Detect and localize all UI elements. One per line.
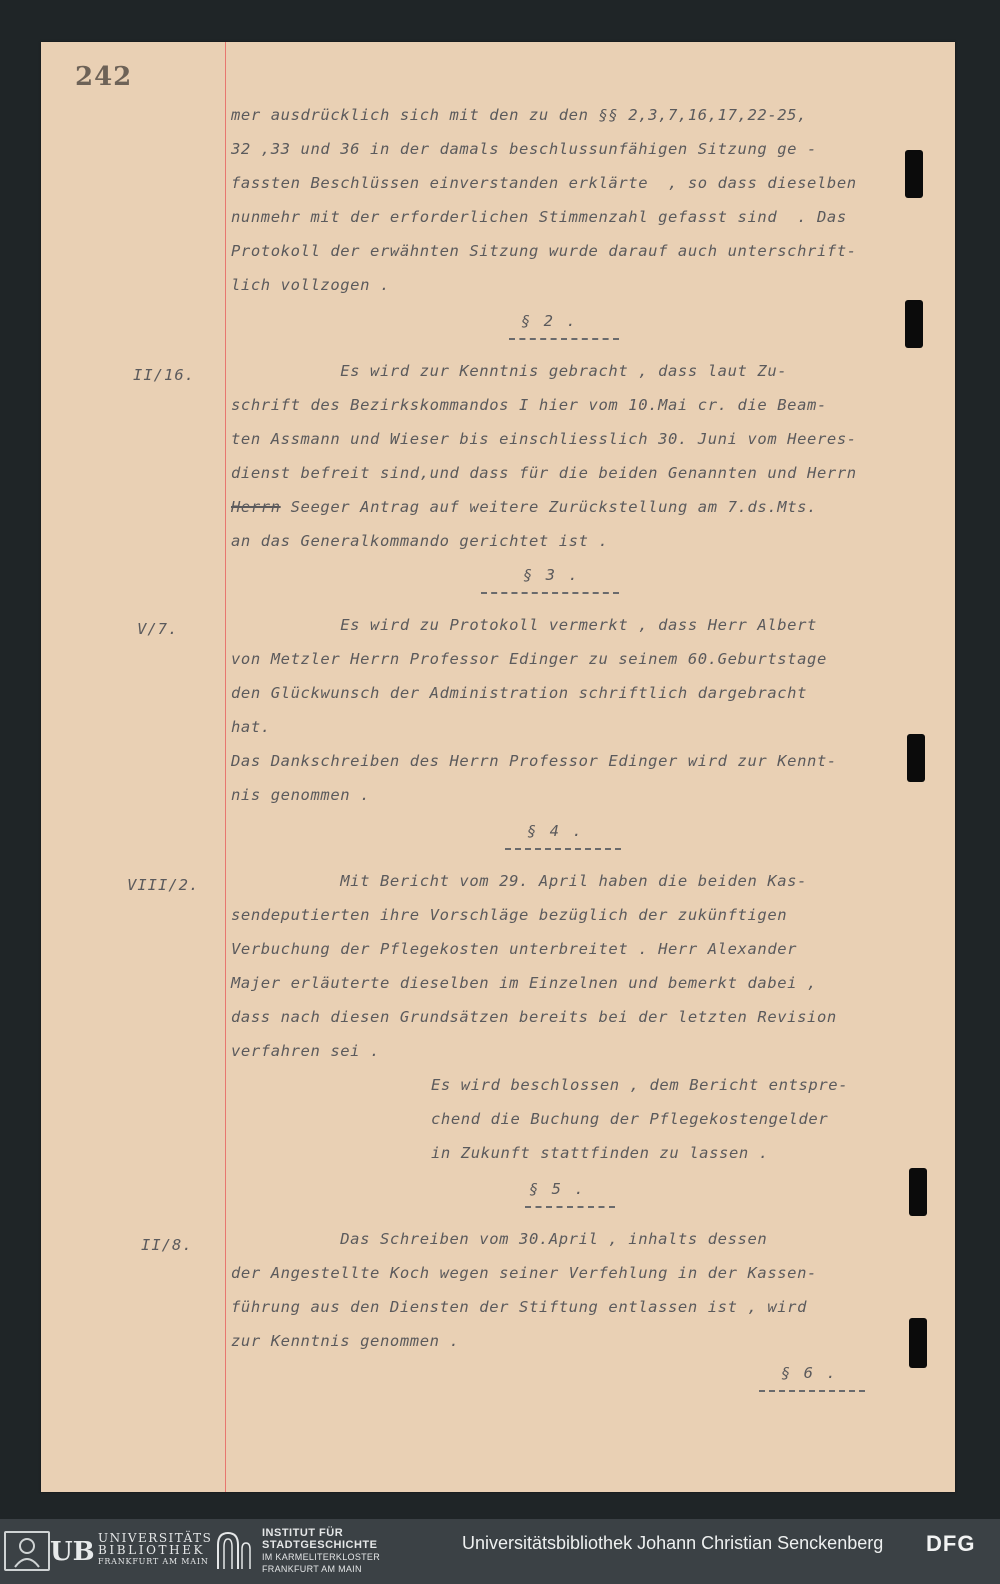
ub-line-1: UNIVERSITÄTS bbox=[98, 1531, 213, 1545]
ub-logo[interactable] bbox=[4, 1529, 213, 1573]
text-line: dass nach diesen Grundsätzen bereits bei der letzten Revision bbox=[231, 1008, 837, 1026]
index-tab bbox=[907, 734, 925, 782]
text-line: den Glückwunsch der Administration schriftlich dargebracht bbox=[231, 684, 808, 702]
portrait-icon bbox=[6, 1533, 48, 1569]
margin-reference: II/16. bbox=[133, 366, 195, 384]
isg-line-4: FRANKFURT AM MAIN bbox=[262, 1564, 362, 1574]
heading-underline bbox=[505, 848, 621, 850]
text-line: sendeputierten ihre Vorschläge bezüglich der zukünftigen bbox=[231, 906, 788, 924]
text-line: dienst befreit sind,und dass für die beiden Genannten und Herrn bbox=[231, 464, 857, 482]
ub-mark-text: UB bbox=[50, 1537, 95, 1567]
text-line: Verbuchung der Pflegekosten unterbreitet . Herr Alexander bbox=[231, 940, 798, 958]
ub-line-3: FRANKFURT AM MAIN bbox=[98, 1557, 209, 1566]
text-line: Das Dankschreiben des Herrn Professor Edinger wird zur Kennt- bbox=[231, 752, 837, 770]
text-line: lich vollzogen . bbox=[231, 276, 390, 294]
text-line: ten Assmann und Wieser bis einschliesslich 30. Juni vom Heeres- bbox=[231, 430, 857, 448]
resolution-line: Es wird beschlossen , dem Bericht entspre- bbox=[431, 1076, 849, 1094]
text-line: verfahren sei . bbox=[231, 1042, 380, 1060]
isg-line-1: INSTITUT FÜR bbox=[262, 1527, 344, 1539]
isg-line-2: STADTGESCHICHTE bbox=[262, 1539, 378, 1551]
section-heading: § 6 . bbox=[781, 1364, 838, 1382]
text-line: Protokoll der erwähnten Sitzung wurde darauf auch unterschrift- bbox=[231, 242, 857, 260]
document-page bbox=[41, 42, 955, 1492]
section-heading: § 4 . bbox=[527, 822, 584, 840]
section-heading: § 3 . bbox=[523, 566, 580, 584]
ub-line-2: BIBLIOTHEK bbox=[98, 1543, 206, 1557]
index-tab bbox=[909, 1168, 927, 1216]
text-line: 32 ,33 und 36 in der damals beschlussunfähigen Sitzung ge - bbox=[231, 140, 817, 158]
text-line: zur Kenntnis genommen . bbox=[231, 1332, 460, 1350]
index-tab bbox=[909, 1318, 927, 1368]
isg-wordmark[interactable] bbox=[262, 1527, 380, 1575]
text-line-with-strike bbox=[231, 498, 817, 516]
section-heading: § 5 . bbox=[529, 1180, 586, 1198]
resolution-line: in Zukunft stattfinden zu lassen . bbox=[431, 1144, 769, 1162]
heading-underline bbox=[759, 1390, 865, 1392]
margin-reference: V/7. bbox=[137, 620, 179, 638]
text-line: an das Generalkommando gerichtet ist . bbox=[231, 532, 609, 550]
text-line: nis genommen . bbox=[231, 786, 371, 804]
text-line: von Metzler Herrn Professor Edinger zu seinem 60.Geburtstage bbox=[231, 650, 827, 668]
margin-rule bbox=[225, 42, 226, 1492]
footer-bar bbox=[0, 1519, 1000, 1584]
text-line: nunmehr mit der erforderlichen Stimmenzahl gefasst sind . Das bbox=[231, 208, 847, 226]
text-line: hat. bbox=[231, 718, 271, 736]
index-tab bbox=[905, 300, 923, 348]
text-line: Das Schreiben vom 30.April , inhalts dessen bbox=[231, 1230, 768, 1248]
text-line: der Angestellte Koch wegen seiner Verfehlung in der Kassen- bbox=[231, 1264, 817, 1282]
heading-underline bbox=[481, 592, 619, 594]
text-line: Es wird zur Kenntnis gebracht , dass laut Zu- bbox=[231, 362, 788, 380]
dfg-logo[interactable]: DFG bbox=[926, 1531, 976, 1556]
library-title: Universitätsbibliothek Johann Christian Senckenberg bbox=[462, 1533, 884, 1553]
margin-reference: II/8. bbox=[141, 1236, 193, 1254]
text-line: Mit Bericht vom 29. April haben die beiden Kas- bbox=[231, 872, 808, 890]
isg-arches-icon[interactable] bbox=[214, 1529, 254, 1571]
resolution-line: chend die Buchung der Pflegekostengelder bbox=[431, 1110, 829, 1128]
text-line: Majer erläuterte dieselben im Einzelnen und bemerkt dabei , bbox=[231, 974, 817, 992]
section-heading: § 2 . bbox=[521, 312, 578, 330]
text-line: schrift des Bezirkskommandos I hier vom 10.Mai cr. die Beam- bbox=[231, 396, 827, 414]
index-tab bbox=[905, 150, 923, 198]
isg-line-3: IM KARMELITERKLOSTER bbox=[262, 1552, 381, 1562]
heading-underline bbox=[509, 338, 619, 340]
text-line: führung aus den Diensten der Stiftung entlassen ist , wird bbox=[231, 1298, 808, 1316]
text-line: Es wird zu Protokoll vermerkt , dass Herr Albert bbox=[231, 616, 817, 634]
struck-word: Herrn bbox=[231, 498, 281, 516]
page-number: 242 bbox=[75, 62, 133, 92]
ub-seal-icon bbox=[4, 1531, 95, 1571]
text-line: mer ausdrücklich sich mit den zu den §§ 2,3,7,16,17,22-25, bbox=[231, 106, 808, 124]
text-line: fassten Beschlüssen einverstanden erklärte , so dass dieselben bbox=[231, 174, 857, 192]
ub-wordmark bbox=[98, 1532, 218, 1568]
margin-reference: VIII/2. bbox=[127, 876, 200, 894]
text-line: Seeger Antrag auf weitere Zurückstellung am 7.ds.Mts. bbox=[290, 498, 817, 516]
heading-underline bbox=[525, 1206, 615, 1208]
